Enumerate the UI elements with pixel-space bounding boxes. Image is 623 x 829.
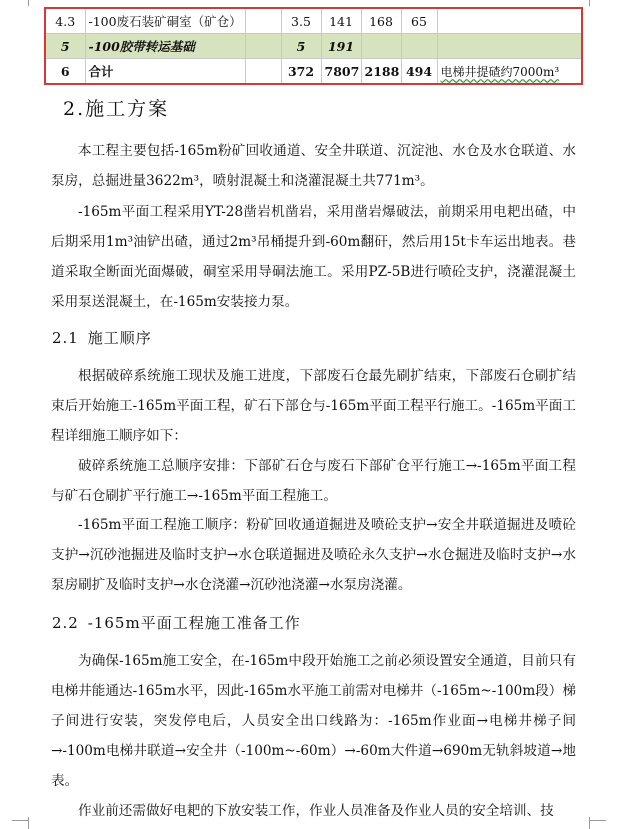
- cell-no: 4.3: [45, 8, 85, 34]
- margin-mark-bottom-left-v: [28, 817, 29, 829]
- subsection-number: 2.1: [52, 329, 79, 347]
- paragraph-detail-sequence: -165m平面工程施工顺序：粉矿回收通道掘进及喷砼支护→安全井联道掘进及喷砼支护→沉砂池掘进及临时支护→水仓联道掘进及喷砼永久支护→水仓掘进及临时支护→水泵房刷扩及临时支护→水仓浇灌→沉砂池浇灌→水泵房浇灌。: [51, 517, 576, 593]
- subsection-title: 施工顺序: [87, 329, 152, 347]
- cell-v3: 168: [361, 8, 401, 34]
- subsection-title: -165m平面工程施工准备工作: [87, 614, 301, 632]
- cell-v3: [361, 34, 401, 59]
- table-row: [45, 8, 582, 34]
- paragraph-scope: 本工程主要包括-165m粉矿回收通道、安全井联道、沉淀池、水仓及水仓联道、水泵房，总掘进量3622m³，喷射混凝土和浇灌混凝土共771m³。: [51, 143, 576, 189]
- paragraph-sequence-intro: 根据破碎系统施工现状及施工进度，下部废石仓最先刷扩结束，下部废石仓刷扩结束后开始施工-165m平面工程，矿石下部仓与-165m平面工程平行施工。-165m平面工程详细施工顺序如下：: [51, 368, 576, 444]
- cell-blank: [245, 8, 281, 34]
- paragraph-preparation-cont: 作业前还需做好电耙的下放安装工作，作业人员准备及作业人员的安全培训、技: [78, 803, 554, 819]
- cell-blank: [245, 59, 281, 85]
- margin-mark-top-right: [589, 0, 590, 6]
- cell-v2: 7807: [321, 59, 361, 85]
- cell-no: 6: [45, 59, 85, 85]
- cell-note: [437, 8, 582, 34]
- subsection-number: 2.2: [52, 614, 79, 632]
- cell-v1: 372: [281, 59, 321, 85]
- table-row-highlighted: [45, 34, 582, 59]
- section-heading: 2.施工方案: [63, 98, 170, 120]
- subsection-heading-2-1: [52, 327, 152, 348]
- cell-v2: 191: [321, 34, 361, 59]
- paragraph-overall-sequence: 破碎系统施工总顺序安排：下部矿石仓与废石下部矿仓平行施工→-165m平面工程与矿石仓刷扩平行施工→-165m平面工程施工。: [51, 458, 576, 504]
- margin-mark-bottom-right-v: [589, 817, 590, 829]
- margin-mark-bottom-left-h: [12, 820, 28, 821]
- paragraph-method: -165m平面工程采用YT-28凿岩机凿岩，采用凿岩爆破法，前期采用电耙出碴，中后期采用1m³油铲出碴，通过2m³吊桶提升到-60m翻矸，然后用15t卡车运出地表。巷道采取全断面光面爆破，硐室采用导硐法施工。采用PZ-5B进行喷砼支护，浇灌混凝土采用泵送混凝土，在-165m安装接力泵。: [51, 204, 576, 310]
- cell-name: -100胶带转运基础: [85, 34, 245, 59]
- table-row-total: [45, 59, 582, 85]
- quantity-table: [44, 7, 583, 85]
- cell-v3: 2188: [361, 59, 401, 85]
- margin-mark-bottom-right-h: [590, 820, 606, 821]
- margin-mark-top-left: [28, 0, 29, 6]
- cell-name: 合计: [85, 59, 245, 85]
- cell-note: 电梯井提碴约7000m³: [437, 59, 582, 85]
- cell-note: [437, 34, 582, 59]
- paragraph-preparation: 为确保-165m施工安全，在-165m中段开始施工之前必须设置安全通道，目前只有电梯井能通达-165m水平，因此-165m水平施工前需对电梯井（-165m~-100m段）梯子间进行安装，突发停电后，人员安全出口线路为：-165m作业面→电梯井梯子间→-100m电梯井联道→安全井（-100m~-60m）→-60m大件道→690m无轨斜坡道→地表。: [51, 653, 576, 789]
- cell-v2: 141: [321, 8, 361, 34]
- cell-v4: [401, 34, 437, 59]
- subsection-heading-2-2: [52, 612, 301, 633]
- cell-v1: 3.5: [281, 8, 321, 34]
- cell-v1: 5: [281, 34, 321, 59]
- cell-no: 5: [45, 34, 85, 59]
- cell-v4: 494: [401, 59, 437, 85]
- cell-name: -100废石装矿硐室（矿仓）: [85, 8, 245, 34]
- cell-blank: [245, 34, 281, 59]
- cell-v4: 65: [401, 8, 437, 34]
